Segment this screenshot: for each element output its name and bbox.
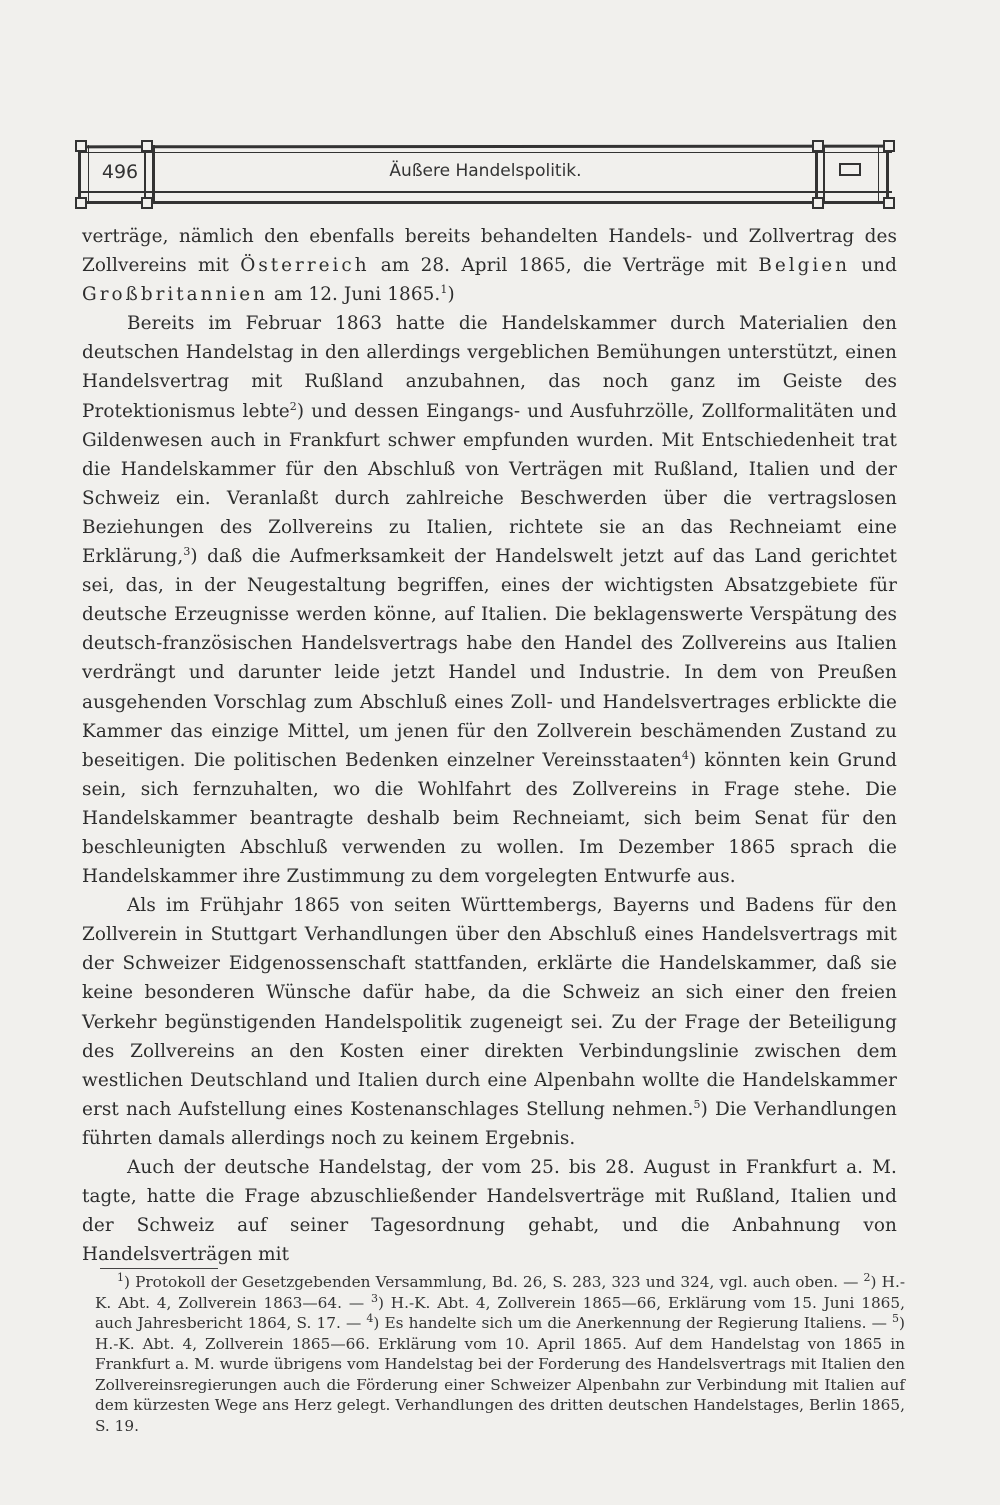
text-run: ) könnten kein Grund sein, sich fernzuhalten, wo die Wohlfahrt des Zollvereins in Frage stehe. Die Handelskammer beantragte deshalb beim Rechneiamt, sich beim Senat für den beschleunigten Abschluß verwenden zu wollen. Im Dezember 1865 sprach die Handelskammer ihre Zustimmung zu dem vorgelegten Entwurfe aus. (82, 749, 897, 888)
frame-corner-icon (75, 197, 87, 209)
header-divider (823, 145, 825, 204)
page-number: 496 (101, 161, 139, 183)
text-run: ) daß die Aufmerksamkeit der Handelswelt jetzt auf das Land gerichtet sei, das, in der Neugestaltung begriffen, eines der wichtigsten Absatzgebiete für deutsche Erzeugnisse werden könne, auf Italien. Die beklagenswerte Verspätung des deutsch-französischen Handelsvertrags habe den Handel des Zollvereins aus Italien verdrängt und darunter leide jetzt Handel und Industrie. In dem von Preußen ausgehenden Vorschlag zum Abschluß eines Zoll- und Handelsvertrages erblickte die Kammer das einzige Mittel, um jenen für den Zollverein beschämenden Zustand zu beseitigen. Die politischen Bedenken einzelner Vereinsstaaten (82, 546, 897, 771)
footnote-rule (100, 1268, 218, 1269)
header-divider (886, 145, 889, 204)
footnote-ref: 5 (693, 1097, 701, 1111)
text-run: ) Die Verhandlungen führten damals allerdings noch zu keinem Ergebnis. (82, 1098, 897, 1149)
footnote-number: 5 (892, 1311, 900, 1325)
text-run: Bereits im Februar 1863 hatte die Handelskammer durch Materialien den deutschen Handelstag in den allerdings vergeblichen Bemühungen unterstützt, einen Handelsvertrag mit Rußland anzubahnen, das noch ganz im Geiste des Protektionismus lebte (82, 313, 897, 422)
footnotes (95, 1272, 905, 1436)
paragraph (82, 222, 897, 309)
text-run: verträge, nämlich den ebenfalls bereits behandelten Handels- und Zollvertrag des Zollvereins mit (82, 226, 897, 277)
footnote-run: ) Es handelte sich um die Anerkennung der Regierung Italiens. — (373, 1314, 893, 1332)
spaced-text: Österreich (240, 255, 370, 277)
paragraph: Auch der deutsche Handelstag, der vom 25. bis 28. August in Frankfurt a. M. tagte, hatte die Frage abzuschließender Handelsverträge mit Rußland, Italien und der Schweiz auf seiner Tagesordnung gehabt, und die Anbahnung von Handelsverträgen mit (82, 1157, 897, 1266)
frame-corner-icon (141, 197, 153, 209)
text-run: und (850, 255, 897, 277)
frame-corner-icon (812, 197, 824, 209)
text-run: ) und dessen Eingangs- und Ausfuhrzölle, Zollformalitäten und Gildenwesen auch in Frankfurt schwer empfunden wurden. Mit Entschiedenheit trat die Handelskammer für den Abschluß von Verträgen mit Rußland, Italien und der Schweiz ein. Veranlaßt durch zahlreiche Beschwerden über die vertragslosen Beziehungen des Zollvereins zu Italien, richtete sie an das Rechneiamt eine Erklärung, (82, 400, 897, 568)
spaced-text: Großbritannien (82, 284, 268, 306)
text-run: am 28. April 1865, die Verträge mit (369, 255, 759, 277)
footnote-number: 2 (863, 1270, 871, 1284)
page-header (78, 135, 892, 211)
footnote-run: ) Protokoll der Gesetzgebenden Versammlung, Bd. 26, S. 283, 323 und 324, vgl. auch oben. — (124, 1273, 864, 1291)
footnote-ref: 4 (681, 748, 690, 762)
footnote-ref: 1 (440, 283, 448, 297)
header-divider (88, 145, 89, 204)
frame-corner-icon (141, 140, 153, 152)
text-run: Als im Frühjahr 1865 von seiten Württembergs, Bayerns und Badens für den Zollverein in Stuttgart Verhandlungen über den Abschluß eines Handelsvertrags mit der Schweizer Eidgenossenschaft stattfanden, erklärte die Handelskammer, daß sie keine besonderen Wünsche dafür habe, da die Schweiz an sich einer den freien Verkehr begünstigenden Handelspolitik zugeneigt sei. Zu der Frage der Beteiligung des Zollvereins an den Kosten einer direkten Verbindungslinie zwischen dem westlichen Deutschland und Italien durch eine Alpenbahn wollte die Handelskammer erst nach Aufstellung eines Kostenanschlages Stellung nehmen. (82, 895, 897, 1120)
body-text (82, 222, 897, 1269)
footnote-number: 1 (117, 1270, 124, 1284)
footnote-ref: 2 (289, 399, 297, 413)
header-divider (815, 145, 818, 204)
spaced-text: Belgien (758, 255, 851, 277)
footnote-number: 4 (366, 1311, 374, 1325)
footnote-number: 3 (370, 1291, 378, 1305)
paragraph (82, 309, 897, 891)
frame-corner-icon (883, 197, 895, 209)
footnote-run: ) H.-K. Abt. 4, Zollverein 1865—66. Erklärung vom 10. April 1865. Auf dem Handelstag von 1865 in Frankfurt a. M. wurde übrigens vom Handelstag bei der Forderung des Handelsvertrags mit Italien den Zollvereinsregierungen auch die Förderung einer Schweizer Alpenbahn zur Verbindung mit Italien auf dem kürzesten Wege ans Herz gelegt. Verhandlungen des dritten deutschen Handelstages, Berlin 1865, S. 19. (95, 1314, 905, 1435)
frame-corner-icon (812, 140, 824, 152)
paragraph (82, 891, 897, 1153)
header-rule-bottom (78, 201, 892, 204)
footnote-run: ) H.-K. Abt. 4, Zollverein 1863—64. — (95, 1273, 905, 1312)
frame-corner-icon (75, 140, 87, 152)
text-run: am 12. Juni 1865. (267, 284, 441, 306)
header-divider (152, 145, 155, 204)
header-rule-top (78, 145, 892, 149)
header-divider (878, 145, 879, 204)
rectangle-ornament-icon (839, 163, 861, 176)
frame-corner-icon (883, 140, 895, 152)
text-run: ) (447, 284, 455, 306)
footnote-run: ) H.-K. Abt. 4, Zollverein 1865—66, Erklärung vom 15. Juni 1865, auch Jahresbericht 1864, S. 17. — (95, 1293, 906, 1332)
header-divider (78, 145, 81, 204)
header-rule-top-inner (78, 152, 892, 153)
header-rule-bottom-inner (78, 191, 892, 193)
footnote-text (95, 1272, 905, 1436)
running-title: Äußere Handelspolitik. (389, 161, 582, 181)
footnote-ref: 3 (183, 544, 191, 558)
